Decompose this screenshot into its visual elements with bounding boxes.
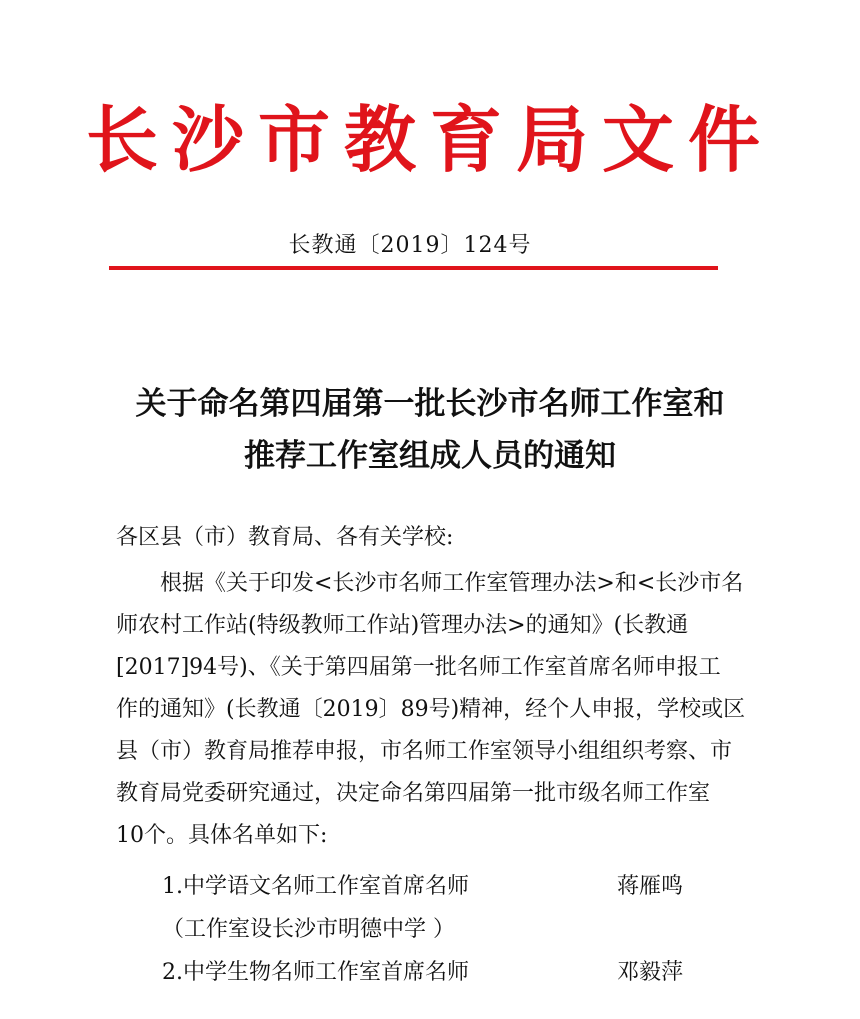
red-divider-line	[109, 266, 718, 270]
list-item-note-row	[116, 908, 756, 951]
body-line: 根据《关于印发<长沙市名师工作室管理办法>和<长沙市名	[116, 571, 744, 596]
list-item	[116, 865, 756, 908]
subject-line-1: 关于命名第四届第一批长沙市名师工作室和	[135, 386, 725, 422]
body-paragraph	[116, 563, 756, 857]
body-line: [2017]94号)、《关于第四届第一批名师工作室首席名师申报工	[116, 655, 721, 680]
studio-list	[116, 865, 756, 994]
body-line: 县（市）教育局推荐申报，市名师工作室领导小组组织考察、市	[116, 739, 733, 764]
document-number: 长教通〔2019〕124号	[288, 233, 532, 258]
body-line: 作的通知》(长教通〔2019〕89号)精神，经个人申报，学校或区	[116, 697, 746, 722]
list-item-title: 2.中学生物名师工作室首席名师	[162, 960, 469, 985]
list-item-person: 蒋雁鸣	[617, 874, 684, 899]
list-item-person: 邓毅萍	[617, 960, 684, 985]
body-line: 师农村工作站(特级教师工作站)管理办法>的通知》(长教通	[116, 613, 689, 638]
list-item	[116, 951, 756, 994]
document-header-title: 长沙市教育局文件	[85, 97, 774, 182]
list-item-title: 1.中学语文名师工作室首席名师	[162, 874, 469, 899]
body-line: 10个。具体名单如下:	[116, 823, 328, 848]
body-line: 教育局党委研究通过，决定命名第四届第一批市级名师工作室	[116, 781, 711, 806]
subject-line-2: 推荐工作室组成人员的通知	[244, 438, 616, 474]
list-item-note: （工作室设长沙市明德中学 ）	[162, 917, 455, 942]
salutation: 各区县（市）教育局、各有关学校:	[116, 525, 454, 550]
document-subject	[0, 378, 860, 482]
